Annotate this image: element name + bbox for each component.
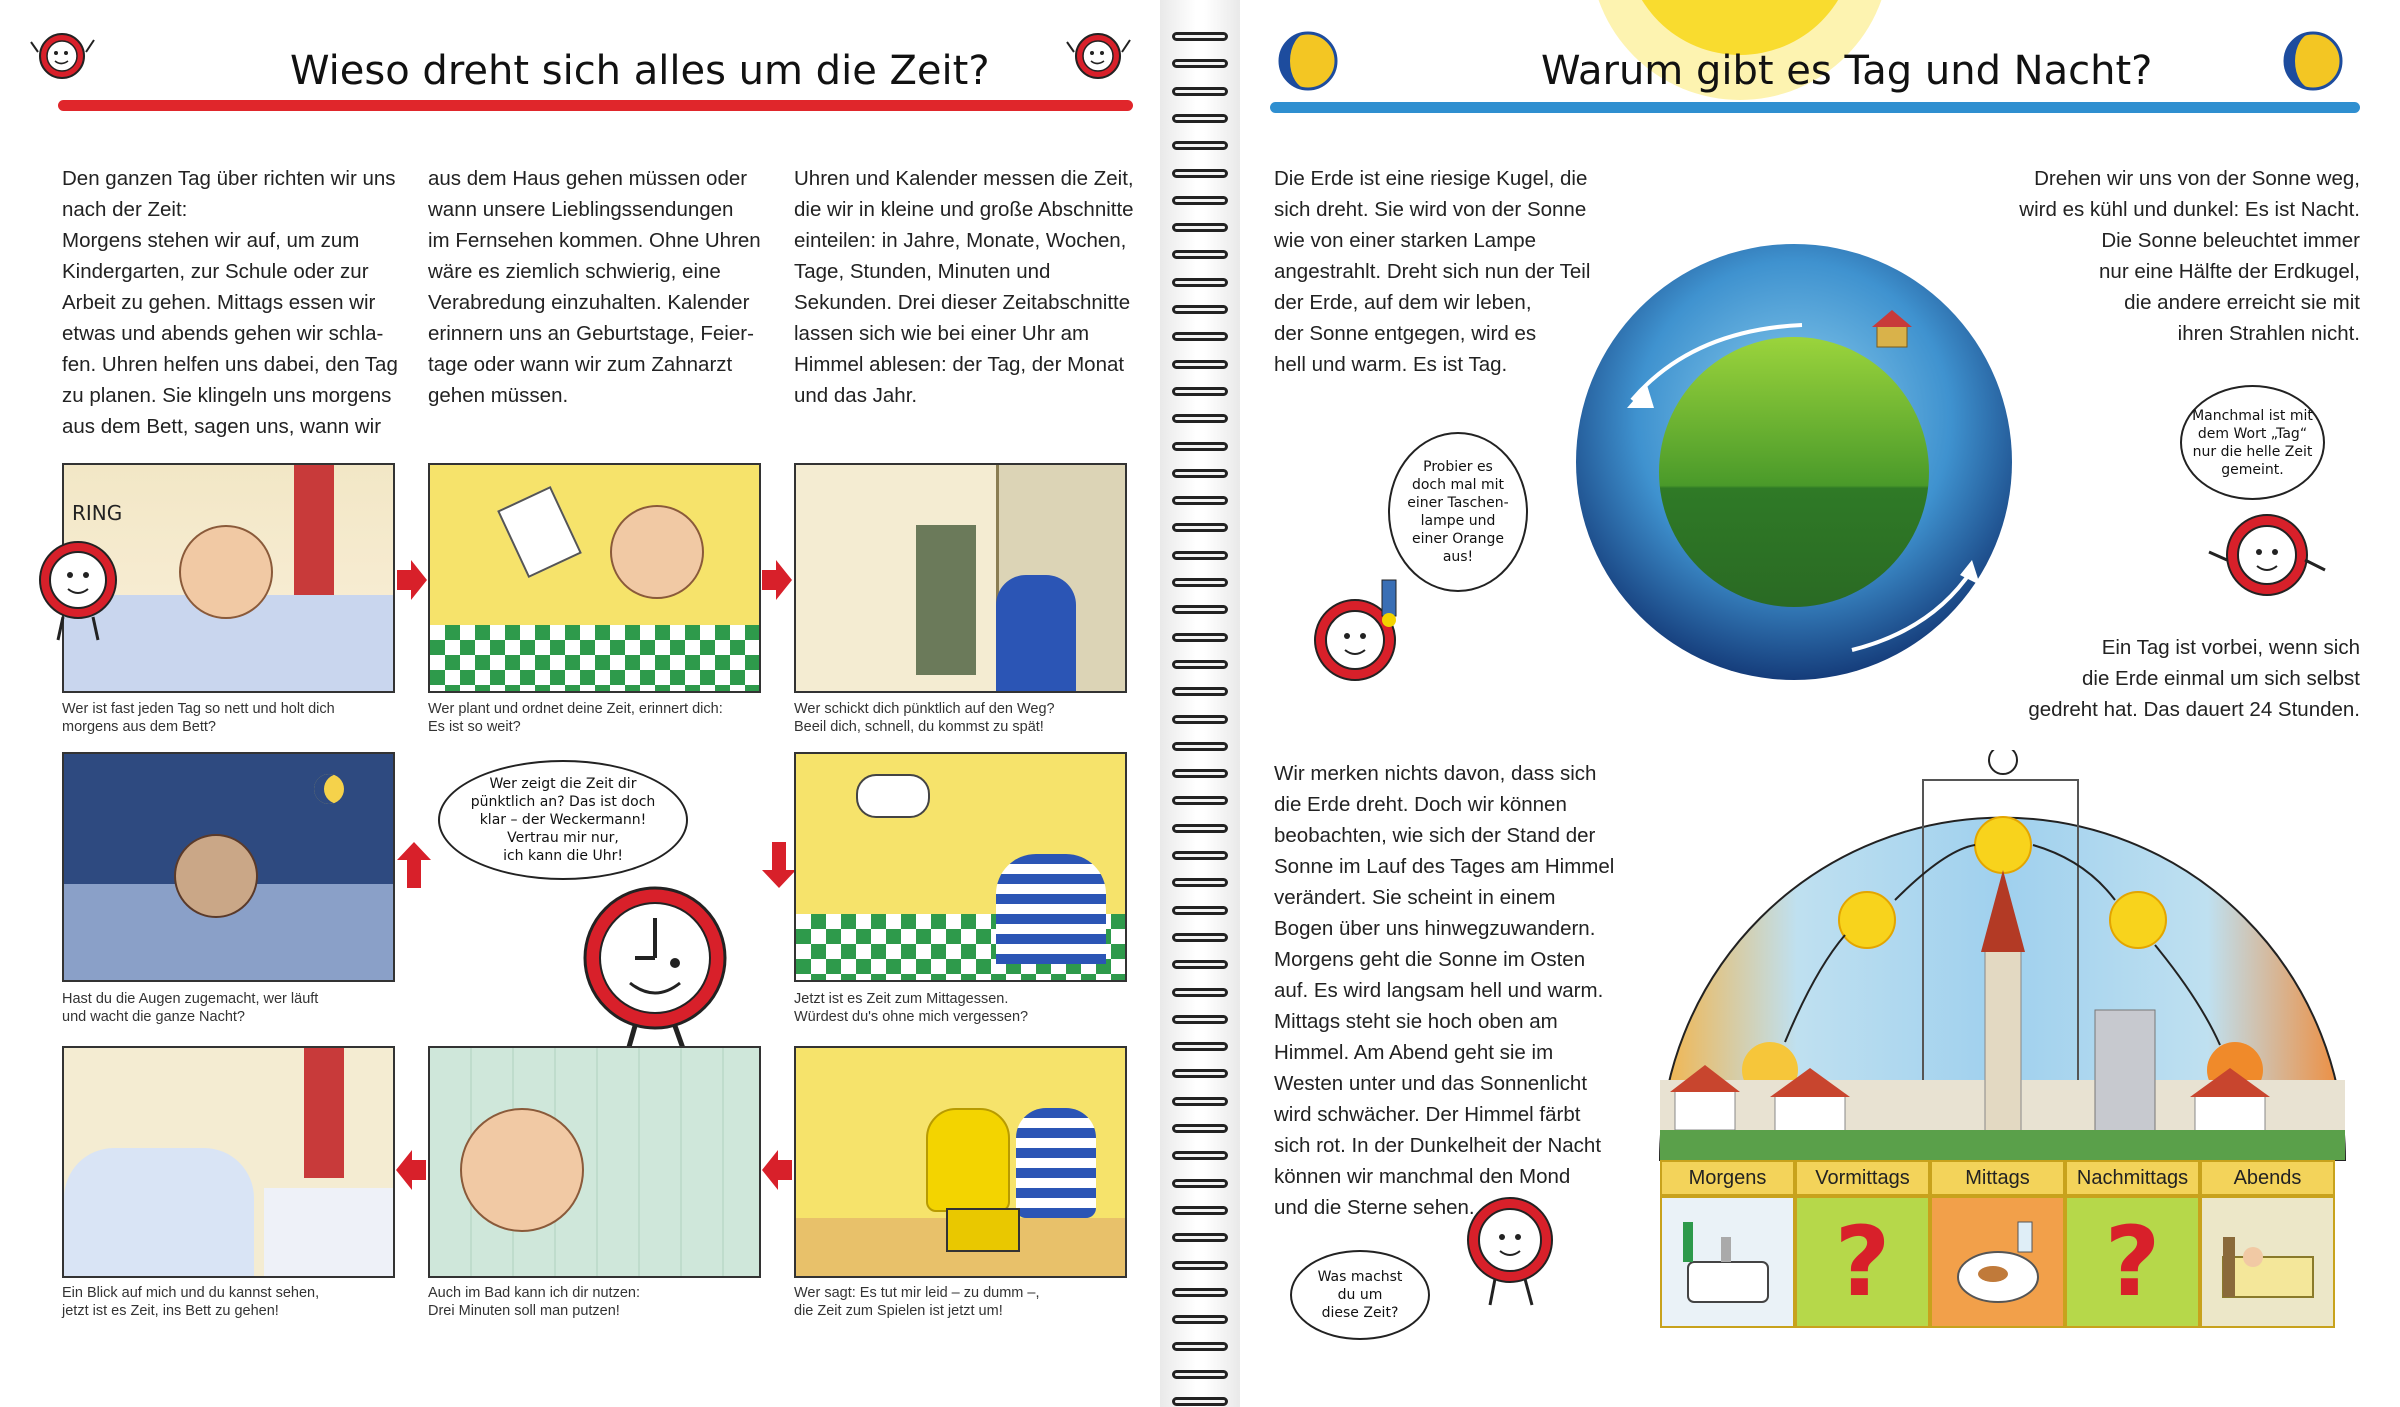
spiral-ring	[1172, 605, 1228, 614]
spiral-ring	[1172, 660, 1228, 669]
curtain	[294, 465, 334, 595]
arrow-left-icon	[396, 1150, 426, 1190]
time-label-nachmittags: Nachmittags	[2065, 1160, 2200, 1196]
arrow-down-icon	[762, 842, 796, 888]
spiral-ring	[1172, 1342, 1228, 1351]
spiral-ring	[1172, 442, 1228, 451]
spiral-ring	[1172, 715, 1228, 724]
caption-bedtime: Ein Blick auf mich und du kannst sehen, jetzt ist es Zeit, ins Bett zu gehen!	[62, 1285, 320, 1319]
book-spine	[1160, 0, 1240, 1407]
girl-playing	[926, 1108, 1010, 1212]
spiral-ring	[1172, 141, 1228, 150]
spiral-ring	[1172, 196, 1228, 205]
spiral-ring	[1172, 1179, 1228, 1188]
washbasin-icon	[1673, 1212, 1783, 1312]
time-label-mittags: Mittags	[1930, 1160, 2065, 1196]
toy-truck	[946, 1208, 1020, 1252]
comic-panel-night	[62, 752, 395, 982]
cereal-box	[497, 486, 582, 578]
spiral-ring	[1172, 933, 1228, 942]
ring-text: RING	[72, 501, 123, 525]
question-mark: ?	[1834, 1206, 1891, 1318]
spiral-ring	[1172, 796, 1228, 805]
spiral-ring	[1172, 742, 1228, 751]
comic-panel-bedtime	[62, 1046, 395, 1278]
caption-playtime: Wer sagt: Es tut mir leid – zu dumm –, die Zeit zum Spielen ist jetzt um!	[794, 1285, 1040, 1319]
sleeping-boy	[174, 834, 258, 918]
right-page	[1240, 0, 2400, 1407]
boy-eating	[610, 505, 704, 599]
speech-bubble-time: Was machst du um diese Zeit?	[1290, 1250, 1430, 1340]
spiral-ring	[1172, 223, 1228, 232]
spiral-ring	[1172, 1315, 1228, 1324]
alarm-clock-mascot-icon	[1450, 1175, 1575, 1310]
spiral-ring	[1172, 496, 1228, 505]
caption-breakfast: Wer plant und ordnet deine Zeit, erinnert dich: Es ist so weit?	[428, 701, 723, 735]
sun-path-dome-illustration	[1655, 750, 2350, 1170]
sun-moon-icon	[1277, 30, 1339, 92]
spiral-ring	[1172, 633, 1228, 642]
text-night: Drehen wir uns von der Sonne weg, wird es kühl und dunkel: Es ist Nacht. Die Sonne beleuchtet immer nur eine Hälfte der Erdkugel, die andere erreicht sie mit ihren Strahlen nicht.	[2019, 167, 2360, 345]
spiral-ring	[1172, 687, 1228, 696]
spiral-ring	[1172, 250, 1228, 259]
boy-playing	[1016, 1108, 1096, 1218]
arrow-right-icon	[397, 560, 427, 600]
lunch-plate-icon	[1943, 1212, 2053, 1312]
title-underline	[1270, 102, 2360, 113]
cell-nachmittags-unknown	[2065, 1196, 2200, 1328]
spiral-ring	[1172, 960, 1228, 969]
text-sun-path: Wir merken nichts davon, dass sich die Erde dreht. Doch wir können beobachten, wie sich der Stand der Sonne im Lauf des Tages am Himmel verändert. Sie scheint in einem Bogen über uns hinwegzuwandern. Morgens geht die Sonne im Osten auf. Es wird langsam hell und warm. Mittags steht sie hoch oben am Himmel. Am Abend geht sie im Westen unter und das Sonnenlicht wird schwächer. Der Himmel färbt sich rot. In der Dunkelheit der Nacht können wir manchmal den Mond und die Sterne sehen.	[1274, 762, 1615, 1219]
time-label-morgens: Morgens	[1660, 1160, 1795, 1196]
coat	[916, 525, 976, 675]
curtain	[304, 1048, 344, 1178]
title-underline	[58, 100, 1133, 111]
spiral-ring	[1172, 414, 1228, 423]
spiral-ring	[1172, 769, 1228, 778]
cell-abends-bed	[2200, 1196, 2335, 1328]
spiral-ring	[1172, 1370, 1228, 1379]
boy-at-table	[996, 854, 1106, 964]
spiral-ring	[1172, 360, 1228, 369]
spiral-ring	[1172, 1042, 1228, 1051]
comic-panel-bathroom	[428, 1046, 761, 1278]
spiral-ring	[1172, 469, 1228, 478]
intro-column-1: Den ganzen Tag über richten wir uns nach der Zeit: Morgens stehen wir auf, um zum Kindergarten, zur Schule oder zur Arbeit zu gehen. Mittags essen wir etwas und abends gehen wir schla- fen. Uhren helfen uns dabei, den Tag zu planen. Sie klingeln uns morgens aus dem Bett, sagen uns, wann wir	[62, 167, 398, 438]
caption-wake-up: Wer ist fast jeden Tag so nett und holt dich morgens aus dem Bett?	[62, 701, 335, 735]
alarm-clock-mascot-icon	[555, 868, 745, 1058]
spiral-ring	[1172, 578, 1228, 587]
boy-leaving	[996, 575, 1076, 693]
spiral-ring	[1172, 551, 1228, 560]
spiral-ring	[1172, 169, 1228, 178]
arrow-up-icon	[397, 842, 431, 888]
time-label-abends: Abends	[2200, 1160, 2335, 1196]
sun-moon-icon	[2282, 30, 2344, 92]
spiral-ring	[1172, 1069, 1228, 1078]
spiral-ring	[1172, 59, 1228, 68]
spiral-ring	[1172, 1233, 1228, 1242]
text-24-hours: Ein Tag ist vorbei, wenn sich die Erde einmal um sich selbst gedreht hat. Das dauert 24 Stunden.	[2028, 636, 2360, 721]
cell-mittags-lunch-plate	[1930, 1196, 2065, 1328]
spiral-ring	[1172, 1124, 1228, 1133]
caption-bathroom: Auch im Bad kann ich dir nutzen: Drei Minuten soll man putzen!	[428, 1285, 640, 1319]
pillow	[264, 1188, 395, 1278]
spiral-ring	[1172, 824, 1228, 833]
page-title: Wieso dreht sich alles um die Zeit?	[290, 48, 990, 94]
caption-lunch: Jetzt ist es Zeit zum Mittagessen. Würdest du's ohne mich vergessen?	[794, 991, 1029, 1025]
earth-globe-illustration	[1572, 240, 2017, 685]
boy-brushing-teeth	[460, 1108, 584, 1232]
cell-vormittags-unknown	[1795, 1196, 1930, 1328]
spiral-ring	[1172, 1097, 1228, 1106]
alarm-clock-with-torch-icon	[1300, 570, 1410, 710]
spiral-ring	[1172, 278, 1228, 287]
left-page	[0, 0, 1160, 1407]
time-label-vormittags: Vormittags	[1795, 1160, 1930, 1196]
moon-icon	[314, 774, 344, 804]
sleeping-boy	[179, 525, 273, 619]
alarm-clock-mascot-icon	[1066, 22, 1132, 84]
spiral-ring	[1172, 851, 1228, 860]
spiral-ring	[1172, 332, 1228, 341]
spiral-ring	[1172, 1151, 1228, 1160]
comic-panel-breakfast	[428, 463, 761, 693]
alarm-clock-mascot-icon	[30, 22, 96, 84]
spiral-ring	[1172, 906, 1228, 915]
cell-morgens-washbasin	[1660, 1196, 1795, 1328]
text-day: Die Erde ist eine riesige Kugel, die sich dreht. Sie wird von der Sonne wie von einer starken Lampe angestrahlt. Dreht sich nun der Teil der Erde, auf dem wir leben, der Sonne entgegen, wird es hell und warm. Es ist Tag.	[1274, 167, 1591, 376]
speech-bubble-tag: Manchmal ist mit dem Wort „Tag“ nur die helle Zeit gemeint.	[2180, 385, 2325, 500]
chef-hat	[856, 774, 930, 818]
spiral-ring	[1172, 988, 1228, 997]
intro-column-3: Uhren und Kalender messen die Zeit, die wir in kleine und große Abschnitte einteilen: in Jahre, Monate, Wochen, Tage, Stunden, Minuten und Sekunden. Drei dieser Zeitabschnitte lassen sich wie bei einer Uhr am Himmel ablesen: der Tag, der Monat und das Jahr.	[794, 167, 1134, 407]
comic-panel-leaving	[794, 463, 1127, 693]
caption-night: Hast du die Augen zugemacht, wer läuft und wacht die ganze Nacht?	[62, 991, 319, 1025]
comic-panel-lunch	[794, 752, 1127, 982]
page-title: Warum gibt es Tag und Nacht?	[1541, 48, 2153, 94]
comic-panel-playtime	[794, 1046, 1127, 1278]
alarm-clock-mascot-icon	[28, 525, 128, 645]
boy-pajamas	[64, 1148, 254, 1278]
speech-bubble-weckermann: Wer zeigt die Zeit dir pünktlich an? Das ist doch klar – der Weckermann! Vertrau mir nur, ich kann die Uhr!	[438, 760, 688, 880]
checkered-tablecloth	[430, 625, 761, 693]
spiral-ring	[1172, 305, 1228, 314]
spiral-ring	[1172, 1288, 1228, 1297]
caption-leaving: Wer schickt dich pünktlich auf den Weg? Beeil dich, schnell, du kommst zu spät!	[794, 701, 1055, 735]
spiral-ring	[1172, 32, 1228, 41]
spiral-ring	[1172, 1206, 1228, 1215]
alarm-clock-mascot-icon	[2205, 500, 2330, 615]
spiral-ring	[1172, 1261, 1228, 1270]
spiral-ring	[1172, 1397, 1228, 1406]
spiral-ring	[1172, 87, 1228, 96]
spiral-ring	[1172, 523, 1228, 532]
spiral-ring	[1172, 878, 1228, 887]
spiral-ring	[1172, 387, 1228, 396]
spiral-ring	[1172, 114, 1228, 123]
arrow-left-icon	[762, 1150, 792, 1190]
spiral-ring	[1172, 1015, 1228, 1024]
intro-column-2: aus dem Haus gehen müssen oder wann unsere Lieblingssendungen im Fernsehen kommen. Ohne Uhren wäre es ziemlich schwierig, eine Verabredung einzuhalten. Kalender erinnern uns an Geburtstage, Feier- tage oder wann wir zum Zahnarzt gehen müssen.	[428, 167, 761, 407]
question-mark: ?	[2104, 1206, 2161, 1318]
arrow-right-icon	[762, 560, 792, 600]
speech-bubble-torch: Probier es doch mal mit einer Taschen- lampe und einer Orange aus!	[1388, 432, 1528, 592]
bed-icon	[2213, 1212, 2323, 1312]
